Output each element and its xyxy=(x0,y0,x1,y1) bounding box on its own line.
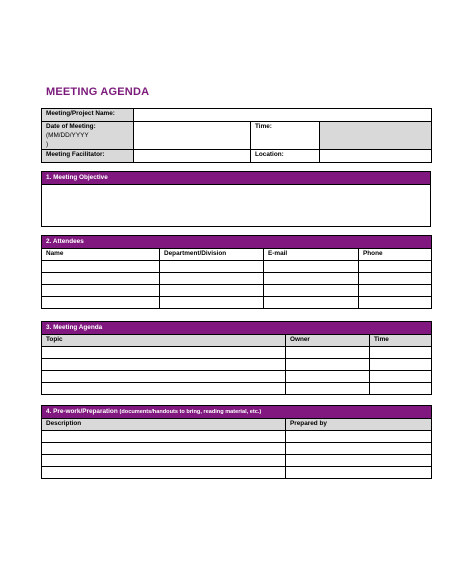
agenda-cell[interactable] xyxy=(286,359,370,371)
attendees-col-name: Name xyxy=(42,249,160,261)
attendees-col-department: Department/Division xyxy=(160,249,264,261)
attendee-cell[interactable] xyxy=(264,261,359,273)
agenda-cell[interactable] xyxy=(370,371,432,383)
date-label: Date of Meeting: xyxy=(46,123,96,130)
agenda-cell[interactable] xyxy=(42,383,286,395)
time-label: Time: xyxy=(251,122,320,150)
attendee-cell[interactable] xyxy=(359,261,432,273)
prework-col-prepared-by: Prepared by xyxy=(286,419,432,431)
project-name-label: Meeting/Project Name: xyxy=(42,109,134,122)
attendee-cell[interactable] xyxy=(359,297,432,309)
agenda-cell[interactable] xyxy=(370,347,432,359)
agenda-cell[interactable] xyxy=(370,383,432,395)
facilitator-label: Meeting Facilitator: xyxy=(42,150,134,163)
agenda-cell[interactable] xyxy=(286,347,370,359)
agenda-cell[interactable] xyxy=(370,359,432,371)
attendee-cell[interactable] xyxy=(160,273,264,285)
agenda-cell[interactable] xyxy=(42,371,286,383)
attendee-cell[interactable] xyxy=(359,273,432,285)
facilitator-field[interactable] xyxy=(134,150,251,163)
agenda-cell[interactable] xyxy=(42,359,286,371)
agenda-cell[interactable] xyxy=(286,371,370,383)
location-label: Location: xyxy=(251,150,320,163)
attendee-cell[interactable] xyxy=(42,273,160,285)
agenda-col-topic: Topic xyxy=(42,335,286,347)
agenda-heading: 3. Meeting Agenda xyxy=(42,322,432,335)
attendees-section xyxy=(41,235,432,309)
attendee-cell[interactable] xyxy=(160,297,264,309)
prework-cell[interactable] xyxy=(286,467,432,479)
attendee-cell[interactable] xyxy=(42,261,160,273)
prework-section xyxy=(41,405,432,479)
agenda-section xyxy=(41,321,432,395)
prework-cell[interactable] xyxy=(286,431,432,443)
time-field[interactable] xyxy=(320,122,432,150)
location-field[interactable] xyxy=(320,150,432,163)
attendee-cell[interactable] xyxy=(42,285,160,297)
attendees-col-email: E-mail xyxy=(264,249,359,261)
objective-field[interactable] xyxy=(42,185,431,227)
prework-heading-title: 4. Pre-work/Preparation xyxy=(46,408,118,415)
page-title: MEETING AGENDA xyxy=(46,86,150,98)
date-format-hint: (MM/DD/YYYY ) xyxy=(46,132,89,148)
meeting-info-table xyxy=(41,108,432,163)
prework-cell[interactable] xyxy=(286,455,432,467)
prework-cell[interactable] xyxy=(42,443,286,455)
attendee-cell[interactable] xyxy=(42,297,160,309)
attendee-cell[interactable] xyxy=(160,285,264,297)
date-label-cell xyxy=(42,122,134,150)
attendee-cell[interactable] xyxy=(264,273,359,285)
prework-cell[interactable] xyxy=(42,431,286,443)
attendee-cell[interactable] xyxy=(264,297,359,309)
prework-heading xyxy=(42,406,432,419)
agenda-cell[interactable] xyxy=(42,347,286,359)
attendees-heading: 2. Attendees xyxy=(42,236,432,249)
agenda-col-time: Time xyxy=(370,335,432,347)
objective-heading: 1. Meeting Objective xyxy=(42,172,431,185)
prework-cell[interactable] xyxy=(42,455,286,467)
prework-cell[interactable] xyxy=(42,467,286,479)
prework-col-description: Description xyxy=(42,419,286,431)
attendee-cell[interactable] xyxy=(359,285,432,297)
agenda-cell[interactable] xyxy=(286,383,370,395)
prework-cell[interactable] xyxy=(286,443,432,455)
attendees-col-phone: Phone xyxy=(359,249,432,261)
attendee-cell[interactable] xyxy=(264,285,359,297)
attendee-cell[interactable] xyxy=(160,261,264,273)
project-name-field[interactable] xyxy=(134,109,432,122)
date-field[interactable] xyxy=(134,122,251,150)
agenda-col-owner: Owner xyxy=(286,335,370,347)
objective-section xyxy=(41,171,431,227)
prework-heading-note: (documents/handouts to bring, reading material, etc.) xyxy=(119,409,262,415)
